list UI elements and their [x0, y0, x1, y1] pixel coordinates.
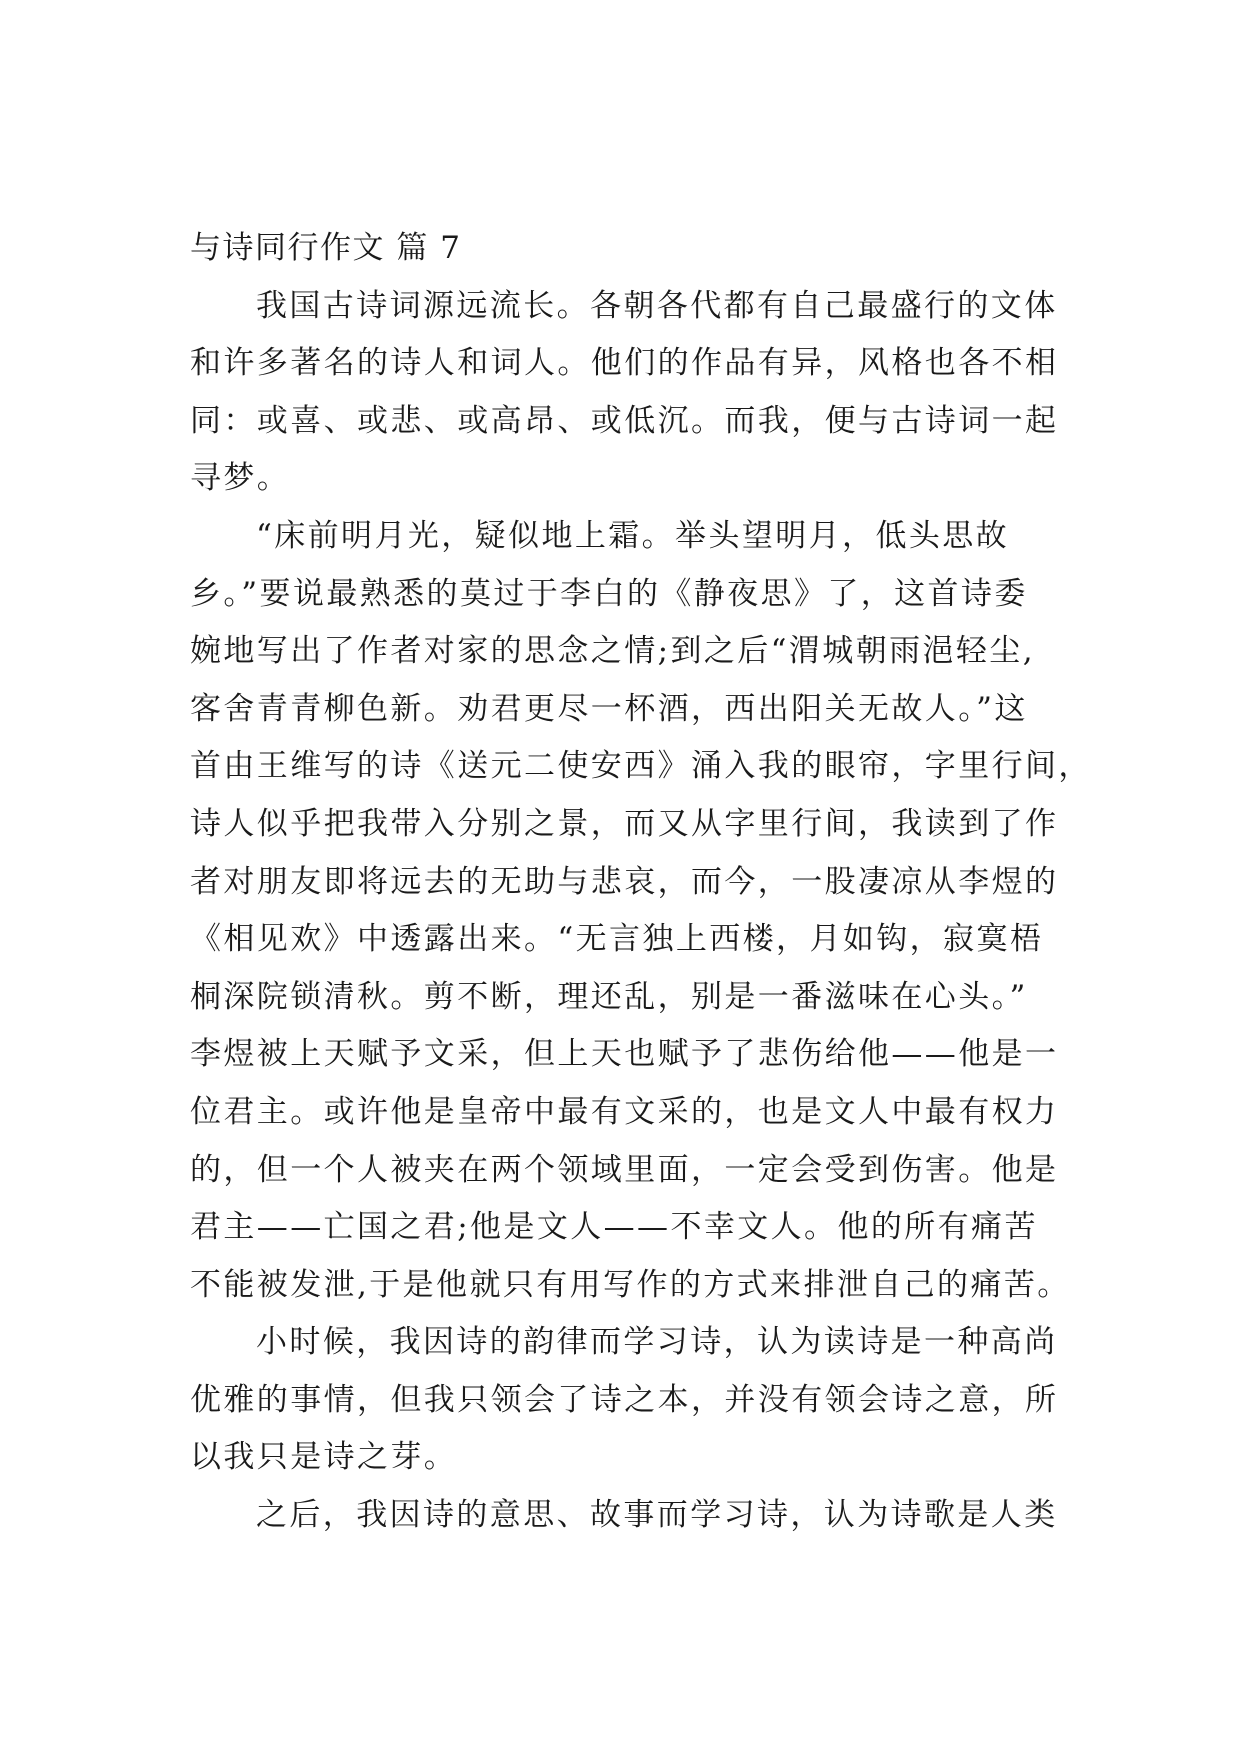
- paragraph-line: 李煜被上天赋予文采，但上天也赋予了悲伤给他——他是一: [190, 1036, 1059, 1073]
- paragraph-line: 《相见欢》中透露出来。“无言独上西楼，月如钩，寂寞梧: [190, 921, 1044, 958]
- paragraph-line: 客舍青青柳色新。劝君更尽一杯酒，西出阳关无故人。”这: [190, 690, 1028, 727]
- paragraph-line: 位君主。或许他是皇帝中最有文采的，也是文人中最有权力: [190, 1093, 1059, 1130]
- paragraph-4: [190, 1487, 1065, 1545]
- paragraph-line: 我国古诗词源远流长。各朝各代都有自己最盛行的文体: [256, 287, 1058, 324]
- paragraph-3: [190, 1314, 1065, 1487]
- paragraph-line: 和许多著名的诗人和词人。他们的作品有异，风格也各不相: [190, 345, 1059, 382]
- paragraph-line: 者对朋友即将远去的无助与悲哀，而今，一股凄凉从李煜的: [190, 863, 1059, 900]
- paragraph-line: 的，但一个人被夹在两个领域里面，一定会受到伤害。他是: [190, 1151, 1059, 1188]
- paragraph-line: 以我只是诗之芽。: [190, 1439, 458, 1476]
- paragraph-line: 婉地写出了作者对家的思念之情;到之后“渭城朝雨浥轻尘,: [190, 633, 1035, 670]
- document-title: 与诗同行作文 篇 7: [190, 230, 462, 266]
- paragraph-line: 之后，我因诗的意思、故事而学习诗，认为诗歌是人类: [256, 1497, 1058, 1534]
- paragraph-line: 桐深院锁清秋。剪不断，理还乱，别是一番滋味在心头。”: [190, 978, 1028, 1015]
- paragraph-line: 同：或喜、或悲、或高昂、或低沉。而我，便与古诗词一起: [190, 402, 1059, 439]
- paragraph-line: 诗人似乎把我带入分别之景，而又从字里行间，我读到了作: [190, 805, 1059, 842]
- paragraph-line: 乡。”要说最熟悉的莫过于李白的《静夜思》了，这首诗委: [190, 575, 1028, 612]
- paragraph-line: 优雅的事情，但我只领会了诗之本，并没有领会诗之意，所: [190, 1381, 1059, 1418]
- paragraph-1: [190, 278, 1065, 508]
- paragraph-line: 寻梦。: [190, 460, 291, 497]
- paragraph-2: [190, 508, 1092, 1314]
- document-body: [190, 220, 1092, 1545]
- paragraph-line: 不能被发泄,于是他就只有用写作的方式来排泄自己的痛苦。: [190, 1266, 1071, 1303]
- paragraph-line: “床前明月光，疑似地上霜。举头望明月，低头思故: [256, 517, 1010, 554]
- paragraph-line: 小时候，我因诗的韵律而学习诗，认为读诗是一种高尚: [256, 1324, 1058, 1361]
- paragraph-line: 首由王维写的诗《送元二使安西》涌入我的眼帘，字里行间，: [190, 748, 1092, 785]
- paragraph-line: 君主——亡国之君;他是文人——不幸文人。他的所有痛苦: [190, 1209, 1038, 1246]
